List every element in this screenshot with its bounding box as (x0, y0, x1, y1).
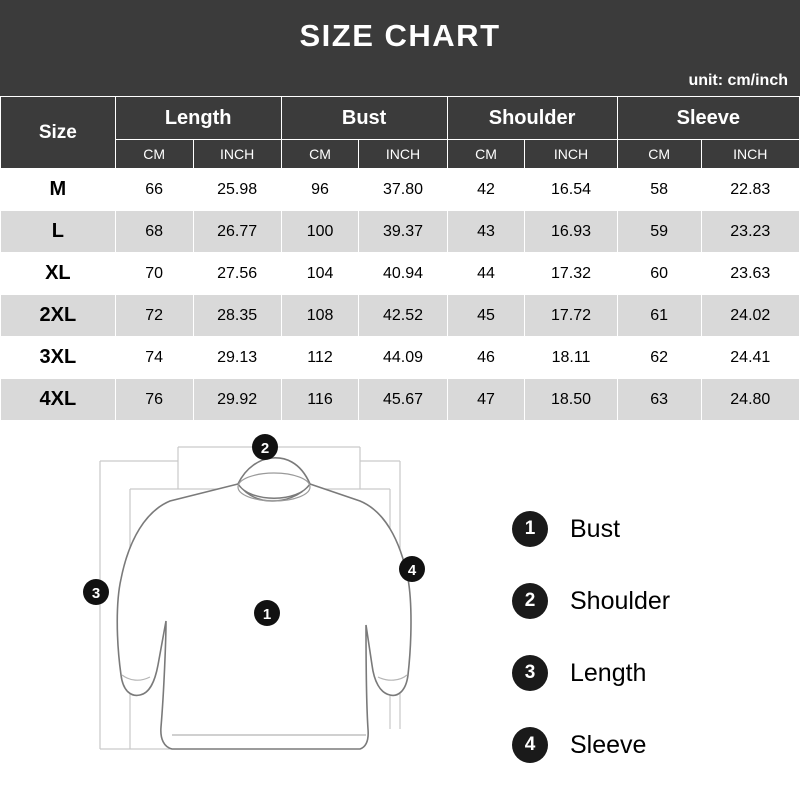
cell-bust-cm: 108 (281, 295, 359, 337)
column-header-shoulder: Shoulder (447, 97, 617, 140)
cell-sleeve-inch: 23.23 (701, 211, 799, 253)
table-row (1, 295, 800, 337)
cell-shoulder-cm: 47 (447, 379, 525, 421)
cell-shoulder-inch: 17.32 (525, 253, 617, 295)
unit-header-bust-cm: CM (281, 140, 359, 169)
cell-length-inch: 26.77 (193, 211, 281, 253)
column-header-sleeve: Sleeve (617, 97, 799, 140)
legend-label-bust: Bust (570, 514, 621, 543)
cell-length-cm: 76 (115, 379, 193, 421)
cell-bust-cm: 96 (281, 169, 359, 211)
cell-shoulder-cm: 44 (447, 253, 525, 295)
cell-shoulder-inch: 16.54 (525, 169, 617, 211)
svg-text:1: 1 (262, 606, 272, 623)
chart-header (0, 0, 800, 96)
cell-size: L (1, 211, 116, 253)
cell-sleeve-cm: 58 (617, 169, 701, 211)
unit-header-sleeve-cm: CM (617, 140, 701, 169)
column-header-bust: Bust (281, 97, 447, 140)
svg-text:4: 4 (407, 562, 417, 579)
cell-sleeve-inch: 24.41 (701, 337, 799, 379)
cell-length-inch: 28.35 (193, 295, 281, 337)
cell-bust-cm: 112 (281, 337, 359, 379)
cell-bust-inch: 42.52 (359, 295, 447, 337)
cell-length-cm: 66 (115, 169, 193, 211)
cell-sleeve-inch: 23.63 (701, 253, 799, 295)
cell-sleeve-cm: 62 (617, 337, 701, 379)
cell-bust-inch: 45.67 (359, 379, 447, 421)
cell-shoulder-inch: 17.72 (525, 295, 617, 337)
cell-length-cm: 68 (115, 211, 193, 253)
table-unit-header-row (1, 140, 800, 169)
column-header-length: Length (115, 97, 281, 140)
cell-shoulder-inch: 16.93 (525, 211, 617, 253)
unit-header-shoulder-cm: CM (447, 140, 525, 169)
cell-sleeve-cm: 61 (617, 295, 701, 337)
cell-length-cm: 74 (115, 337, 193, 379)
diagram-marker-3 (83, 579, 109, 605)
measurement-legend (512, 493, 782, 781)
legend-item-sleeve (512, 709, 782, 781)
cell-size: 3XL (1, 337, 116, 379)
column-header-size: Size (1, 97, 116, 169)
table-row (1, 169, 800, 211)
legend-item-shoulder (512, 565, 782, 637)
cell-length-inch: 29.13 (193, 337, 281, 379)
legend-number-4: 4 (512, 727, 548, 763)
unit-header-bust-inch: INCH (359, 140, 447, 169)
page-title: SIZE CHART (299, 18, 501, 53)
cell-bust-inch: 39.37 (359, 211, 447, 253)
cell-bust-cm: 104 (281, 253, 359, 295)
cell-sleeve-inch: 22.83 (701, 169, 799, 211)
cell-sleeve-inch: 24.02 (701, 295, 799, 337)
cell-sleeve-inch: 24.80 (701, 379, 799, 421)
legend-number-3: 3 (512, 655, 548, 691)
cell-shoulder-inch: 18.11 (525, 337, 617, 379)
cell-length-cm: 70 (115, 253, 193, 295)
table-row (1, 337, 800, 379)
unit-header-length-inch: INCH (193, 140, 281, 169)
cell-shoulder-cm: 45 (447, 295, 525, 337)
measurement-diagram-section (0, 421, 800, 795)
cell-bust-cm: 100 (281, 211, 359, 253)
cell-bust-inch: 44.09 (359, 337, 447, 379)
cell-shoulder-cm: 42 (447, 169, 525, 211)
legend-item-length (512, 637, 782, 709)
cell-shoulder-cm: 46 (447, 337, 525, 379)
diagram-marker-1 (254, 600, 280, 626)
legend-item-bust (512, 493, 782, 565)
cell-size: 2XL (1, 295, 116, 337)
cell-length-inch: 25.98 (193, 169, 281, 211)
cell-sleeve-cm: 60 (617, 253, 701, 295)
cell-length-cm: 72 (115, 295, 193, 337)
diagram-marker-4 (399, 556, 425, 582)
cell-size: 4XL (1, 379, 116, 421)
legend-label-sleeve: Sleeve (570, 730, 647, 759)
legend-number-2: 2 (512, 583, 548, 619)
cell-shoulder-inch: 18.50 (525, 379, 617, 421)
unit-header-shoulder-inch: INCH (525, 140, 617, 169)
diagram-marker-2 (252, 434, 278, 460)
legend-label-length: Length (570, 658, 647, 687)
unit-note: unit: cm/inch (688, 72, 788, 89)
size-table (0, 96, 800, 421)
cell-bust-cm: 116 (281, 379, 359, 421)
cell-shoulder-cm: 43 (447, 211, 525, 253)
cell-bust-inch: 37.80 (359, 169, 447, 211)
table-row (1, 211, 800, 253)
shirt-diagram (60, 429, 460, 779)
svg-text:3: 3 (91, 585, 101, 602)
cell-length-inch: 29.92 (193, 379, 281, 421)
cell-size: XL (1, 253, 116, 295)
legend-number-1: 1 (512, 511, 548, 547)
legend-label-shoulder: Shoulder (570, 586, 671, 615)
cell-bust-inch: 40.94 (359, 253, 447, 295)
unit-header-length-cm: CM (115, 140, 193, 169)
cell-sleeve-cm: 63 (617, 379, 701, 421)
cell-sleeve-cm: 59 (617, 211, 701, 253)
svg-text:2: 2 (260, 440, 270, 457)
table-group-header-row (1, 97, 800, 140)
table-row (1, 379, 800, 421)
cell-length-inch: 27.56 (193, 253, 281, 295)
table-row (1, 253, 800, 295)
unit-header-sleeve-inch: INCH (701, 140, 799, 169)
cell-size: M (1, 169, 116, 211)
